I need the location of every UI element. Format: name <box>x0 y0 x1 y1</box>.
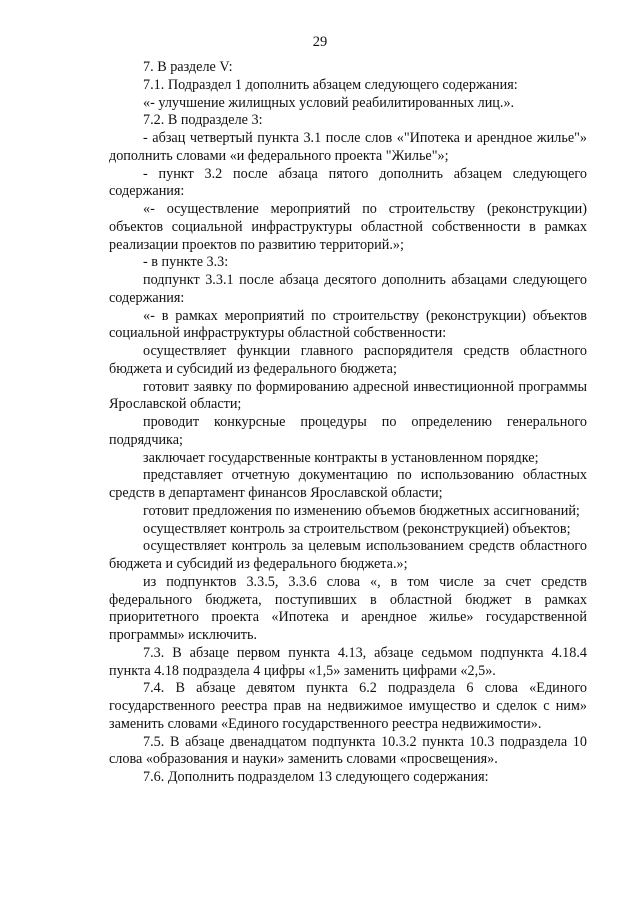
paragraph: из подпунктов 3.3.5, 3.3.6 слова «, в том числе за счет средств федерального бюджета, поступивших в областной бюджет в рамках приоритетного проекта «Ипотека и арендное жилье» государственной программы» исключить. <box>109 573 587 643</box>
paragraph: «- улучшение жилищных условий реабилитированных лиц.». <box>143 94 515 111</box>
paragraph: 7.1. Подраздел 1 дополнить абзацем следующего содержания: <box>143 76 518 93</box>
paragraph: 7.5. В абзаце двенадцатом подпункта 10.3.2 пункта 10.3 подраздела 10 слова «образования и науки» заменить словами «просвещения». <box>109 733 587 768</box>
paragraph: 7. В разделе V: <box>143 59 233 75</box>
paragraph: подпункт 3.3.1 после абзаца десятого дополнить абзацами следующего содержания: <box>109 272 587 306</box>
document-body <box>109 59 587 787</box>
paragraph: - абзац четвертый пункта 3.1 после слов «"Ипотека и арендное жилье"» дополнить словами «и федерального проекта "Жилье"»; <box>109 130 587 164</box>
paragraph: - пункт 3.2 после абзаца пятого дополнить абзацем следующего содержания: <box>109 165 587 200</box>
paragraph: осуществляет функции главного распорядителя средств областного бюджета и субсидий из федерального бюджета; <box>109 343 587 377</box>
paragraph: осуществляет контроль за целевым использованием средств областного бюджета и субсидий из федерального бюджета.»; <box>109 538 587 572</box>
paragraph: 7.4. В абзаце девятом пункта 6.2 подраздела 6 слова «Единого государственного реестра прав на недвижимое имущество и сделок с ним» заменить словами «Единого государственного реестра недвижимости». <box>109 680 587 732</box>
paragraph: - в пункте 3.3: <box>143 254 229 271</box>
paragraph: осуществляет контроль за строительством (реконструкцией) объектов; <box>143 520 571 537</box>
paragraph: «- в рамках мероприятий по строительству (реконструкции) объектов социальной инфраструктуры областной собственности: <box>109 307 587 342</box>
paragraph: готовит заявку по формированию адресной инвестиционной программы Ярославской области; <box>109 378 587 413</box>
paragraph: 7.6. Дополнить подразделом 13 следующего содержания: <box>143 769 489 785</box>
page-number: 29 <box>312 34 328 50</box>
paragraph: готовит предложения по изменению объемов бюджетных ассигнований; <box>143 502 580 519</box>
paragraph: заключает государственные контракты в установленном порядке; <box>143 449 539 466</box>
paragraph: проводит конкурсные процедуры по определению генерального подрядчика; <box>109 414 587 448</box>
paragraph: «- осуществление мероприятий по строительству (реконструкции) объектов социальной инфраструктуры областной собственности в рамках реализации проектов по развитию территорий.»; <box>109 201 587 253</box>
paragraph: 7.2. В подразделе 3: <box>143 112 263 129</box>
paragraph: представляет отчетную документацию по использованию областных средств в департамент финансов Ярославской области; <box>109 467 587 501</box>
paragraph: 7.3. В абзаце первом пункта 4.13, абзаце седьмом подпункта 4.18.4 пункта 4.18 подраздела 4 цифры «1,5» заменить цифрами «2,5». <box>109 644 587 679</box>
